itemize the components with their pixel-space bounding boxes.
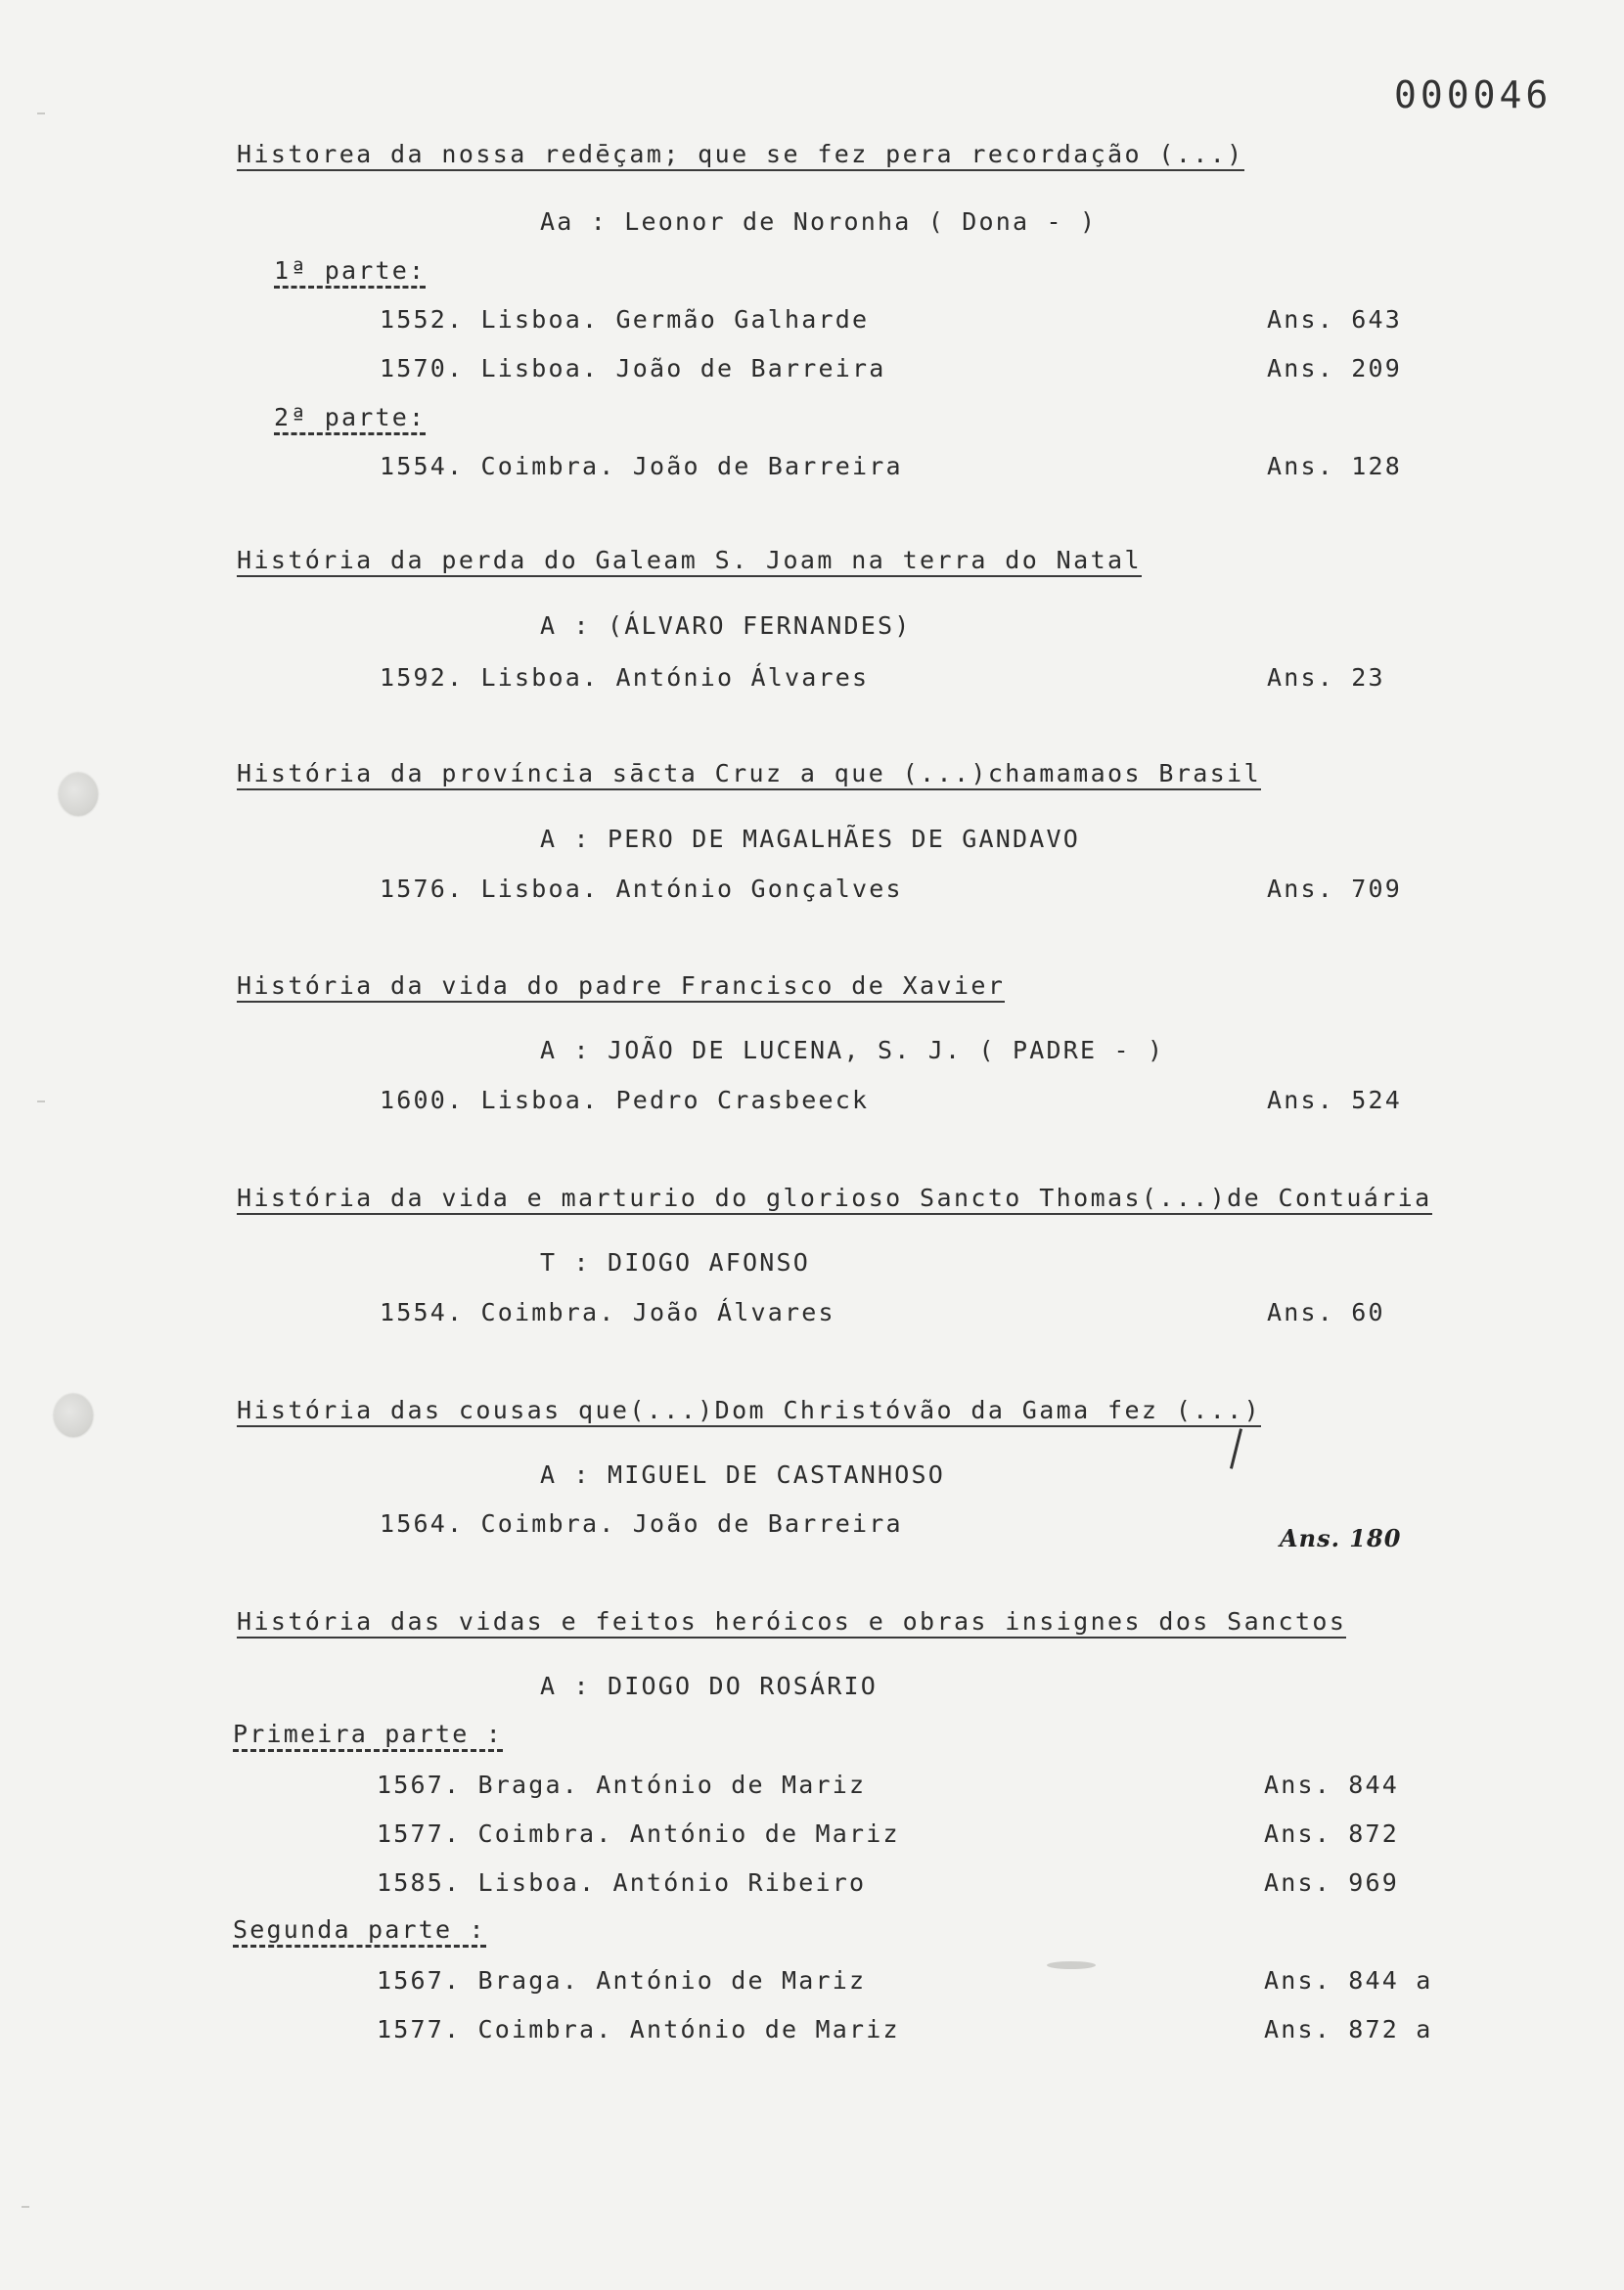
punch-hole [59,773,98,816]
part-label: Primeira parte : [233,1720,503,1752]
punch-hole [54,1394,93,1437]
ans-number: Ans. 969 [1264,1868,1400,1897]
edition-line: 1570. Lisboa. João de Barreira [380,354,886,382]
ans-number: Ans. 844 [1264,1771,1400,1799]
page-number: 000046 [1394,73,1553,116]
ans-number: Ans. 643 [1267,305,1403,334]
ans-number: Ans. 128 [1267,452,1403,480]
entry-author: A : JOÃO DE LUCENA, S. J. ( PADRE - ) [540,1036,1165,1064]
entry-author: A : (ÁLVARO FERNANDES) [540,611,912,640]
ans-number: Ans. 872 a [1264,2015,1433,2043]
part-label: 1ª parte: [274,256,426,289]
entry-title: História da vida e marturio do glorioso Sancto Thomas(...)de Contuária [237,1184,1432,1215]
ans-number: Ans. 524 [1267,1086,1403,1114]
entry-title: História da perda do Galeam S. Joam na terra do Natal [237,546,1142,577]
ans-number: Ans. 209 [1267,354,1403,382]
entry-author: A : DIOGO DO ROSÁRIO [540,1672,879,1700]
edition-line: 1600. Lisboa. Pedro Crasbeeck [380,1086,870,1114]
entry-title: História das cousas que(...)Dom Christóvão da Gama fez (...) [237,1396,1261,1427]
entry-author: A : MIGUEL DE CASTANHOSO [540,1460,946,1489]
ans-number: Ans. 60 [1267,1298,1385,1326]
handwritten-ans-number: Ans. 180 [1280,1524,1402,1552]
margin-mark [22,2206,29,2208]
margin-mark [37,1100,45,1102]
edition-line: 1552. Lisboa. Germão Galharde [380,305,870,334]
pen-mark [1230,1428,1242,1468]
entry-title: Historea da nossa redēçam; que se fez pera recordação (...) [237,140,1244,171]
edition-line: 1567. Braga. António de Mariz [377,1771,867,1799]
entry-author: T : DIOGO AFONSO [540,1248,811,1277]
edition-line: 1576. Lisboa. António Gonçalves [380,875,903,903]
edition-line: 1554. Coimbra. João Álvares [380,1298,835,1326]
part-label: 2ª parte: [274,403,426,435]
ink-smudge [1047,1961,1096,1969]
edition-line: 1592. Lisboa. António Álvares [380,663,870,692]
edition-line: 1577. Coimbra. António de Mariz [377,2015,900,2043]
ans-number: Ans. 872 [1264,1819,1400,1848]
edition-line: 1585. Lisboa. António Ribeiro [377,1868,867,1897]
ans-number: Ans. 844 a [1264,1966,1433,1995]
part-label: Segunda parte : [233,1915,486,1948]
edition-line: 1554. Coimbra. João de Barreira [380,452,903,480]
edition-line: 1564. Coimbra. João de Barreira [380,1509,903,1538]
edition-line: 1567. Braga. António de Mariz [377,1966,867,1995]
entry-title: História da vida do padre Francisco de Xavier [237,971,1005,1003]
ans-number: Ans. 23 [1267,663,1385,692]
margin-mark [37,112,45,114]
ans-number: Ans. 709 [1267,875,1403,903]
entry-author: Aa : Leonor de Noronha ( Dona - ) [540,207,1098,236]
entry-title: História das vidas e feitos heróicos e obras insignes dos Sanctos [237,1607,1346,1639]
entry-author: A : PERO DE MAGALHÃES DE GANDAVO [540,825,1081,853]
edition-line: 1577. Coimbra. António de Mariz [377,1819,900,1848]
entry-title: História da província sācta Cruz a que (...)chamamaos Brasil [237,759,1261,790]
